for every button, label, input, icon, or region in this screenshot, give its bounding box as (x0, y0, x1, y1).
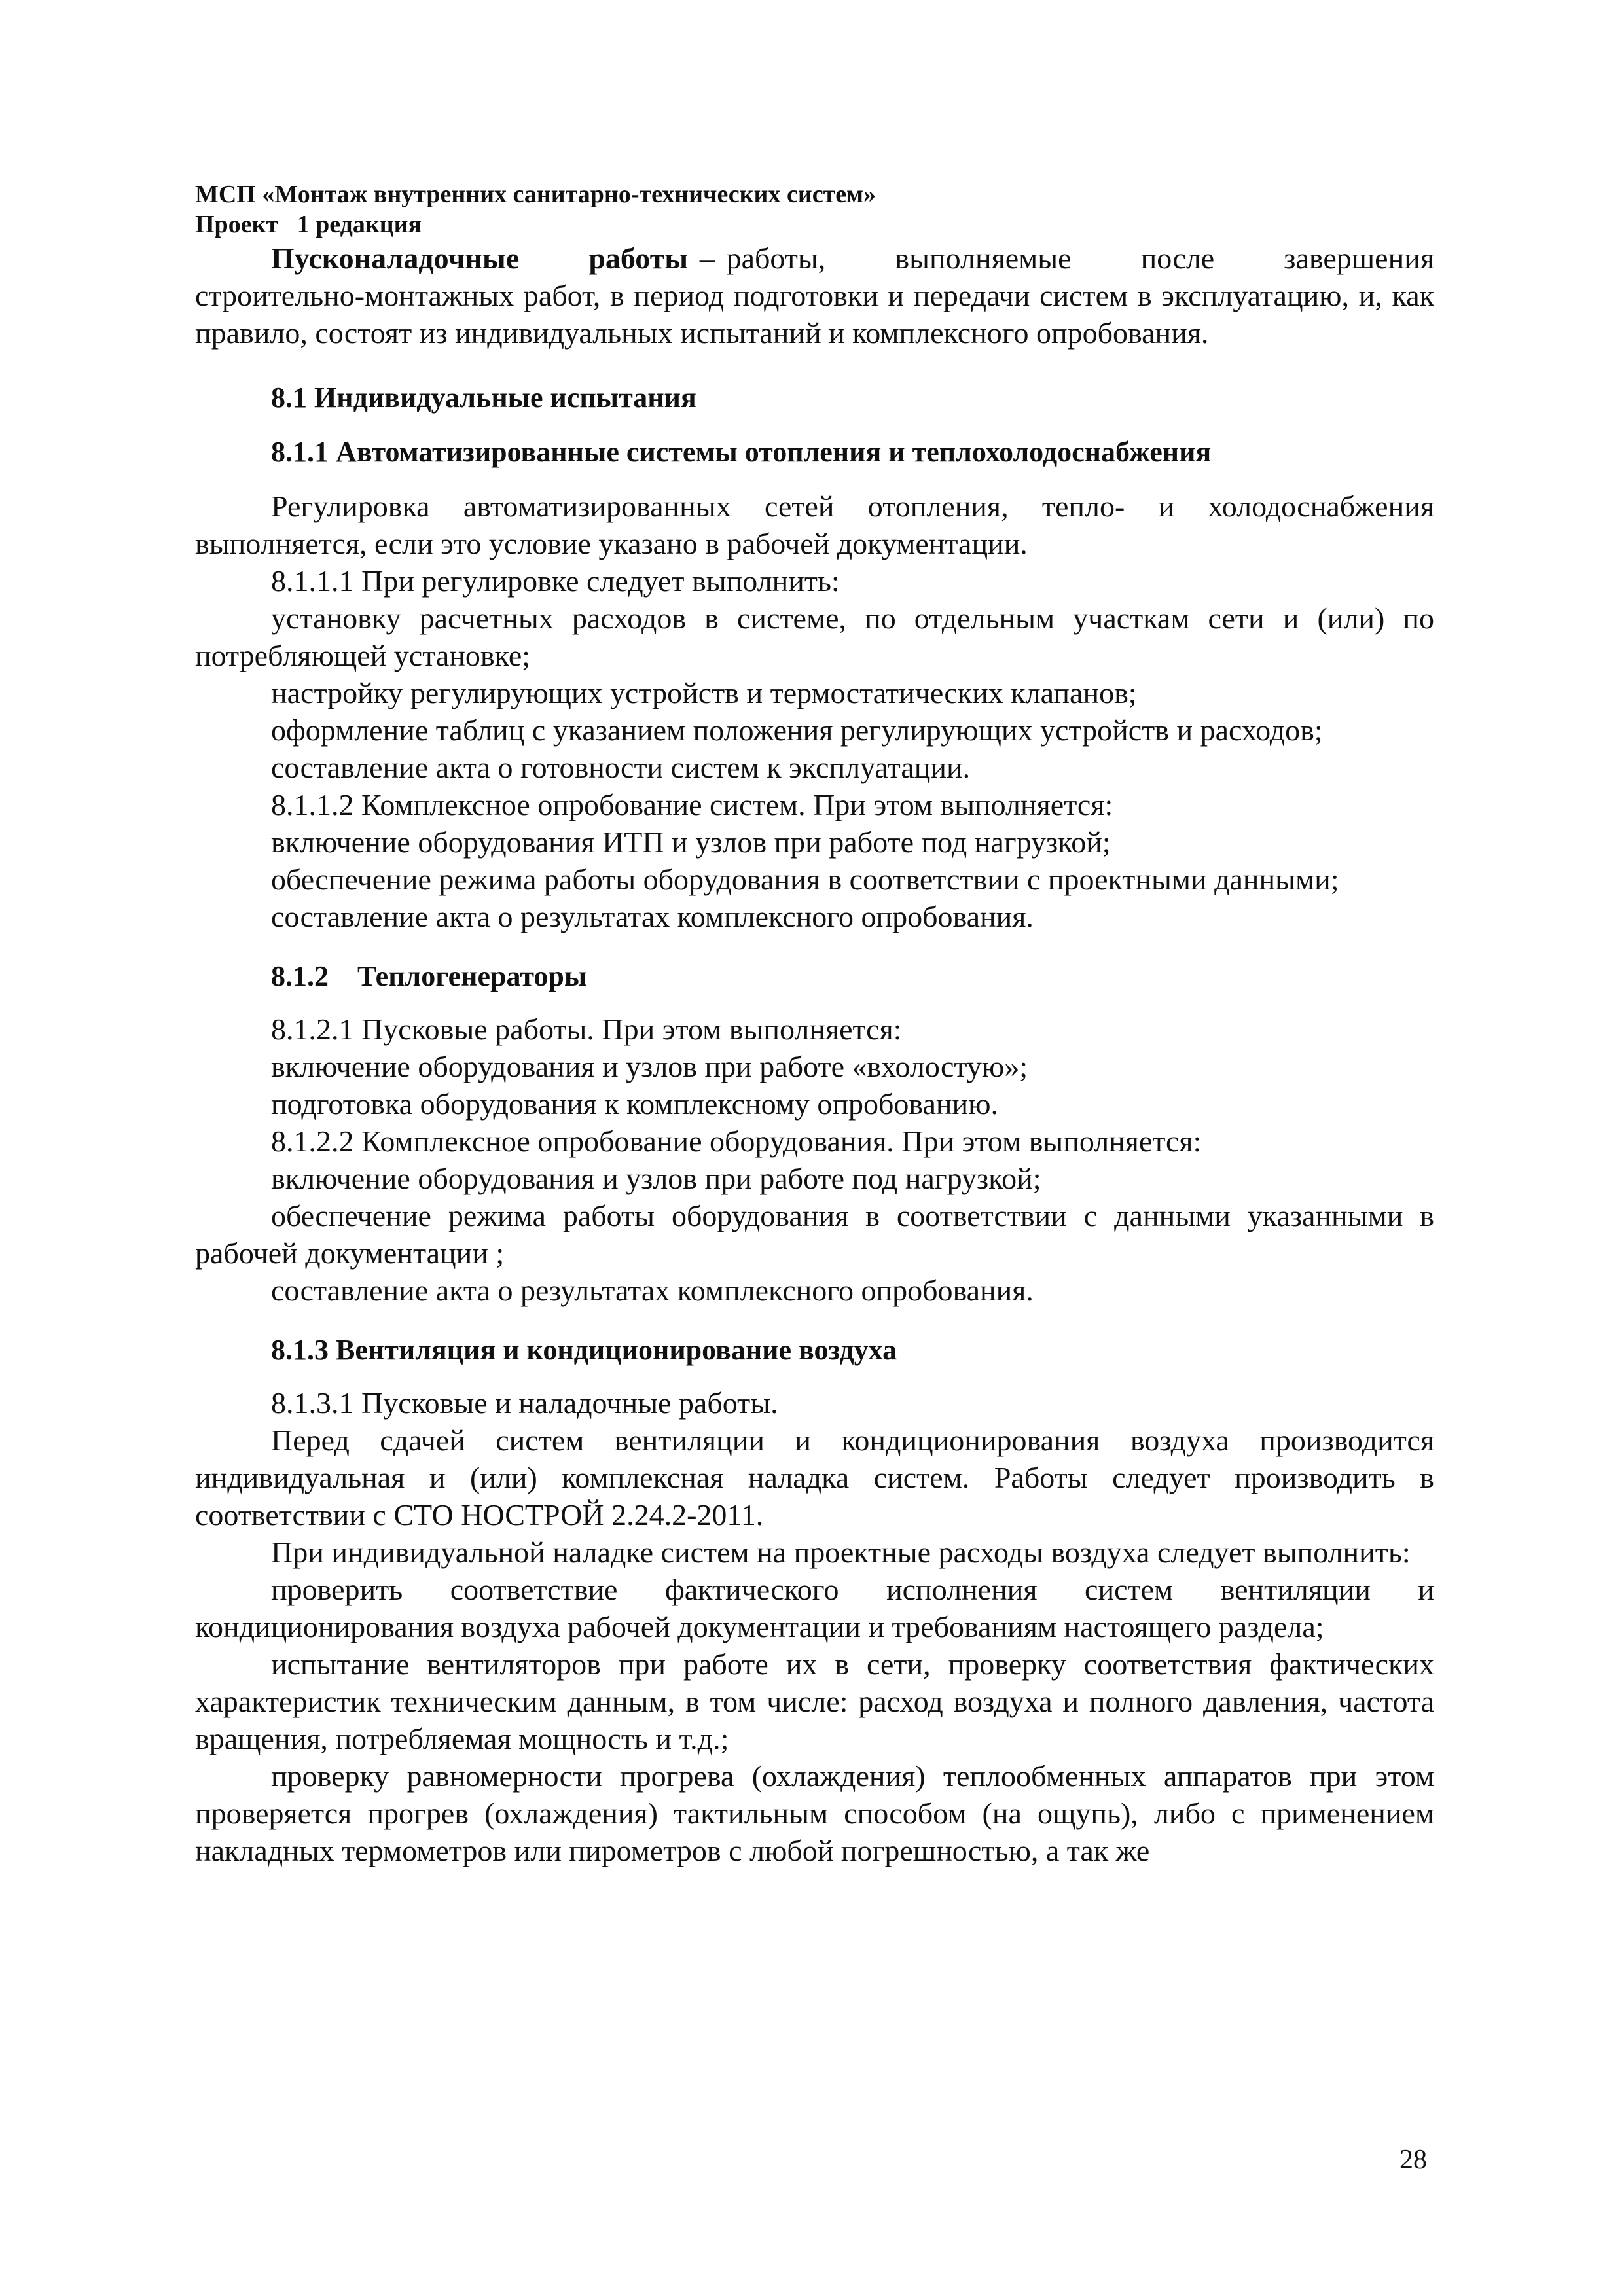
section-8-1-3-body (195, 1384, 1434, 1869)
paragraph: обеспечение режима работы оборудования в соответствии с данными указанными в рабочей документации ; (195, 1199, 1434, 1270)
section-8-1-title: 8.1 Индивидуальные испытания (271, 382, 696, 414)
page-content (195, 179, 1442, 1869)
paragraph: подготовка оборудования к комплексному опробованию. (271, 1087, 999, 1121)
running-header (195, 179, 1434, 240)
paragraph: 8.1.2.2 Комплексное опробование оборудования. При этом выполняется: (271, 1124, 1202, 1158)
paragraph: обеспечение режима работы оборудования в соответствии с проектными данными; (271, 863, 1339, 896)
paragraph: проверку равномерности прогрева (охлаждения) теплообменных аппаратов при этом проверяется прогрев (охлаждения) тактильным способом (на ощупь), либо с применением накладных термометров или пирометров с любой погрешностью, а так же (195, 1759, 1434, 1867)
paragraph: составление акта о результатах комплексного опробования. (271, 1274, 1034, 1307)
paragraph: настройку регулирующих устройств и термостатических клапанов; (271, 676, 1137, 709)
paragraph: включение оборудования и узлов при работе «вхолостую»; (271, 1050, 1028, 1083)
paragraph: испытание вентиляторов при работе их в сети, проверку соответствия фактических характеристик техническим данным, в том числе: расход воздуха и полного давления, частота вращения, потребляемая мощность и т.д.; (195, 1647, 1434, 1755)
paragraph: 8.1.3.1 Пусковые и наладочные работы. (271, 1386, 778, 1420)
paragraph: При индивидуальной наладке систем на проектные расходы воздуха следует выполнить: (271, 1535, 1411, 1569)
paragraph: 8.1.1.2 Комплексное опробование систем. При этом выполняется: (271, 788, 1113, 821)
section-8-1-2-body (195, 1011, 1434, 1309)
paragraph: 8.1.1.1 При регулировке следует выполнить: (271, 564, 840, 598)
intro-text: – работы, выполняемые после завершения строительно-монтажных работ, в период подготовки и передачи систем в эксплуатацию, и, как правило, состоят из индивидуальных испытаний и комплексного опробования. (195, 242, 1442, 350)
paragraph: проверить соответствие фактического исполнения систем вентиляции и кондиционирования воздуха рабочей документации и требованиям настоящего раздела; (195, 1573, 1434, 1643)
paragraph: составление акта о результатах комплексного опробования. (271, 900, 1034, 933)
paragraph: оформление таблиц с указанием положения регулирующих устройств и расходов; (271, 713, 1323, 747)
section-8-1-1-title: 8.1.1 Автоматизированные системы отопления и теплохолодоснабжения (271, 436, 1212, 468)
paragraph: Регулировка автоматизированных сетей отопления, тепло- и холодоснабжения выполняется, если это условие указано в рабочей документации. (195, 490, 1434, 560)
intro-paragraph (195, 240, 1442, 351)
paragraph: установку расчетных расходов в системе, по отдельным участкам сети и (или) по потребляющей установке; (195, 601, 1434, 672)
page-number: 28 (1399, 2145, 1427, 2175)
intro-term: Пусконаладочные работы (271, 242, 689, 275)
paragraph: составление акта о готовности систем к эксплуатации. (271, 751, 971, 784)
header-title: МСП «Монтаж внутренних санитарно-технических систем» (195, 181, 876, 208)
paragraph: включение оборудования ИТП и узлов при работе под нагрузкой; (271, 825, 1111, 859)
section-8-1-1-body (195, 488, 1434, 935)
header-edition: Проект 1 редакция (195, 211, 422, 238)
paragraph: включение оборудования и узлов при работе под нагрузкой; (271, 1162, 1041, 1195)
paragraph: 8.1.2.1 Пусковые работы. При этом выполняется: (271, 1013, 902, 1046)
section-8-1-2-title: 8.1.2 Теплогенераторы (271, 960, 587, 992)
paragraph: Перед сдачей систем вентиляции и кондиционирования воздуха производится индивидуальная и (или) комплексная наладка систем. Работы следует производить в соответствии с СТО НОСТРОЙ 2.24.2-2011. (195, 1424, 1434, 1532)
section-8-1-3-title: 8.1.3 Вентиляция и кондиционирование воздуха (271, 1334, 897, 1366)
